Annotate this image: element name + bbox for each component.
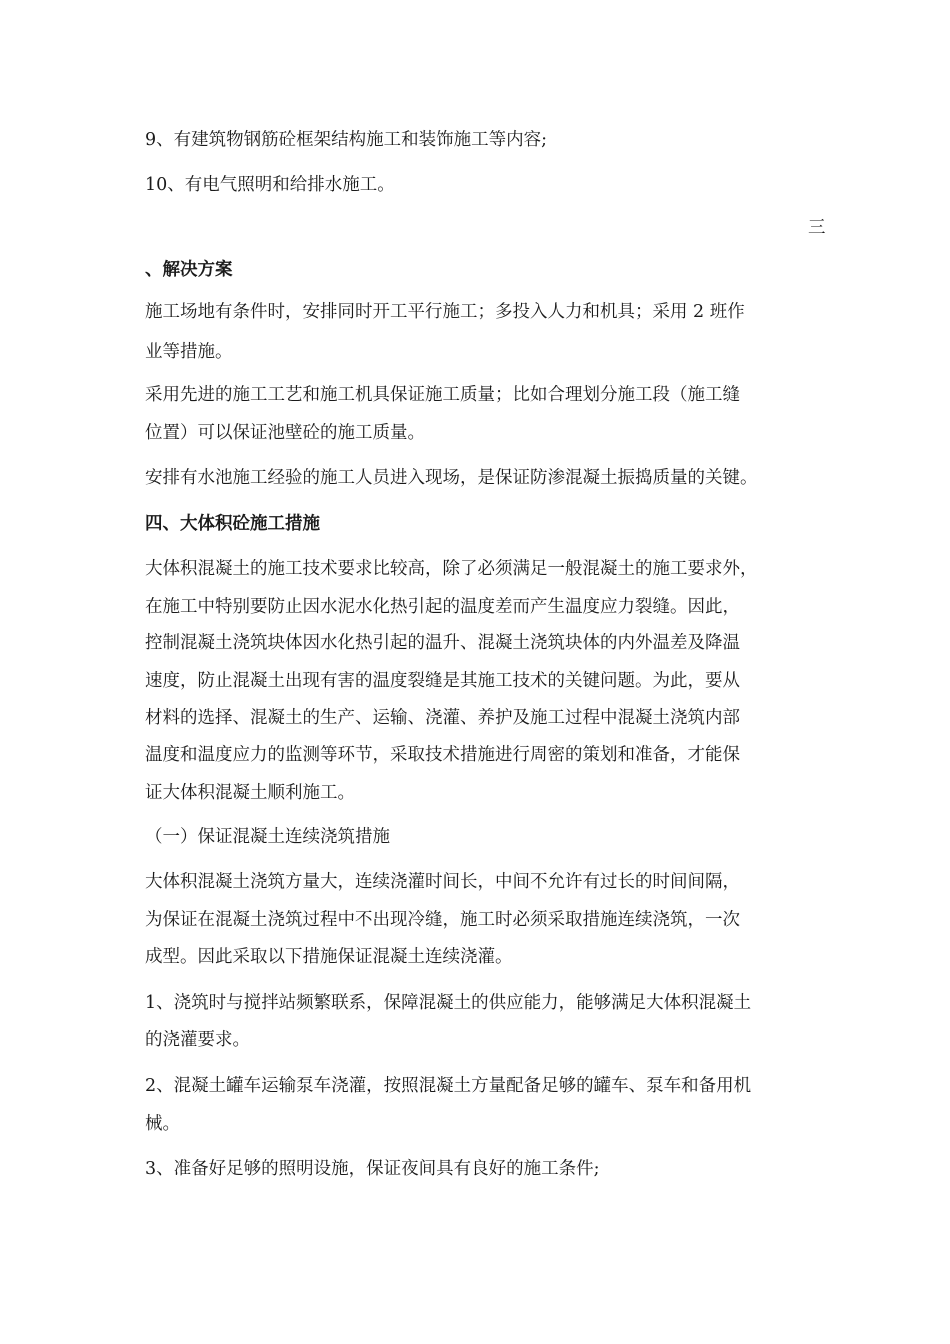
paragraph-line: 在施工中特别要防止因水泥水化热引起的温度差而产生温度应力裂缝。因此， <box>145 597 740 617</box>
list-item: 2、混凝土罐车运输泵车浇灌，按照混凝土方量配备足够的罐车、泵车和备用机 <box>145 1076 752 1096</box>
paragraph-line: 为保证在混凝土浇筑过程中不出现冷缝，施工时必须采取措施连续浇筑，一次 <box>145 910 740 930</box>
paragraph-line: 安排有水池施工经验的施工人员进入现场，是保证防渗混凝土振捣质量的关键。 <box>145 468 758 488</box>
paragraph-line: 大体积混凝土浇筑方量大，连续浇灌时间长，中间不允许有过长的时间间隔， <box>145 872 740 892</box>
paragraph-line: 证大体积混凝土顺利施工。 <box>145 783 355 803</box>
list-item: 1、浇筑时与搅拌站频繁联系，保障混凝土的供应能力，能够满足大体积混凝土 <box>145 993 752 1013</box>
list-item-9: 9、有建筑物钢筋砼框架结构施工和装饰施工等内容; <box>145 130 548 150</box>
paragraph-line: 速度，防止混凝土出现有害的温度裂缝是其施工技术的关键问题。为此，要从 <box>145 671 740 691</box>
subsection-heading: （一）保证混凝土连续浇筑措施 <box>145 827 390 847</box>
paragraph-line: 控制混凝土浇筑块体因水化热引起的温升、混凝土浇筑块体的内外温差及降温 <box>145 633 740 653</box>
list-item-continued: 械。 <box>145 1114 180 1134</box>
paragraph-line: 成型。因此采取以下措施保证混凝土连续浇灌。 <box>145 947 513 967</box>
paragraph-line: 材料的选择、混凝土的生产、运输、浇灌、养护及施工过程中混凝土浇筑内部 <box>145 708 740 728</box>
list-item-10: 10、有电气照明和给排水施工。 <box>145 175 395 195</box>
list-item-continued: 的浇灌要求。 <box>145 1030 250 1050</box>
section-number-3: 三 <box>808 218 826 238</box>
section-heading-solution: 、解决方案 <box>145 260 233 280</box>
paragraph-line: 采用先进的施工工艺和施工机具保证施工质量；比如合理划分施工段（施工缝 <box>145 385 740 405</box>
paragraph-line: 施工场地有条件时，安排同时开工平行施工；多投入人力和机具；采用 2 班作 <box>145 302 745 322</box>
paragraph-line: 大体积混凝土的施工技术要求比较高，除了必须满足一般混凝土的施工要求外， <box>145 559 758 579</box>
paragraph-line: 位置）可以保证池壁砼的施工质量。 <box>145 423 425 443</box>
paragraph-line: 温度和温度应力的监测等环节，采取技术措施进行周密的策划和准备，才能保 <box>145 745 740 765</box>
list-item: 3、准备好足够的照明设施，保证夜间具有良好的施工条件; <box>145 1159 600 1179</box>
paragraph-line: 业等措施。 <box>145 342 233 362</box>
section-heading-mass-concrete: 四、大体积砼施工措施 <box>145 514 320 534</box>
